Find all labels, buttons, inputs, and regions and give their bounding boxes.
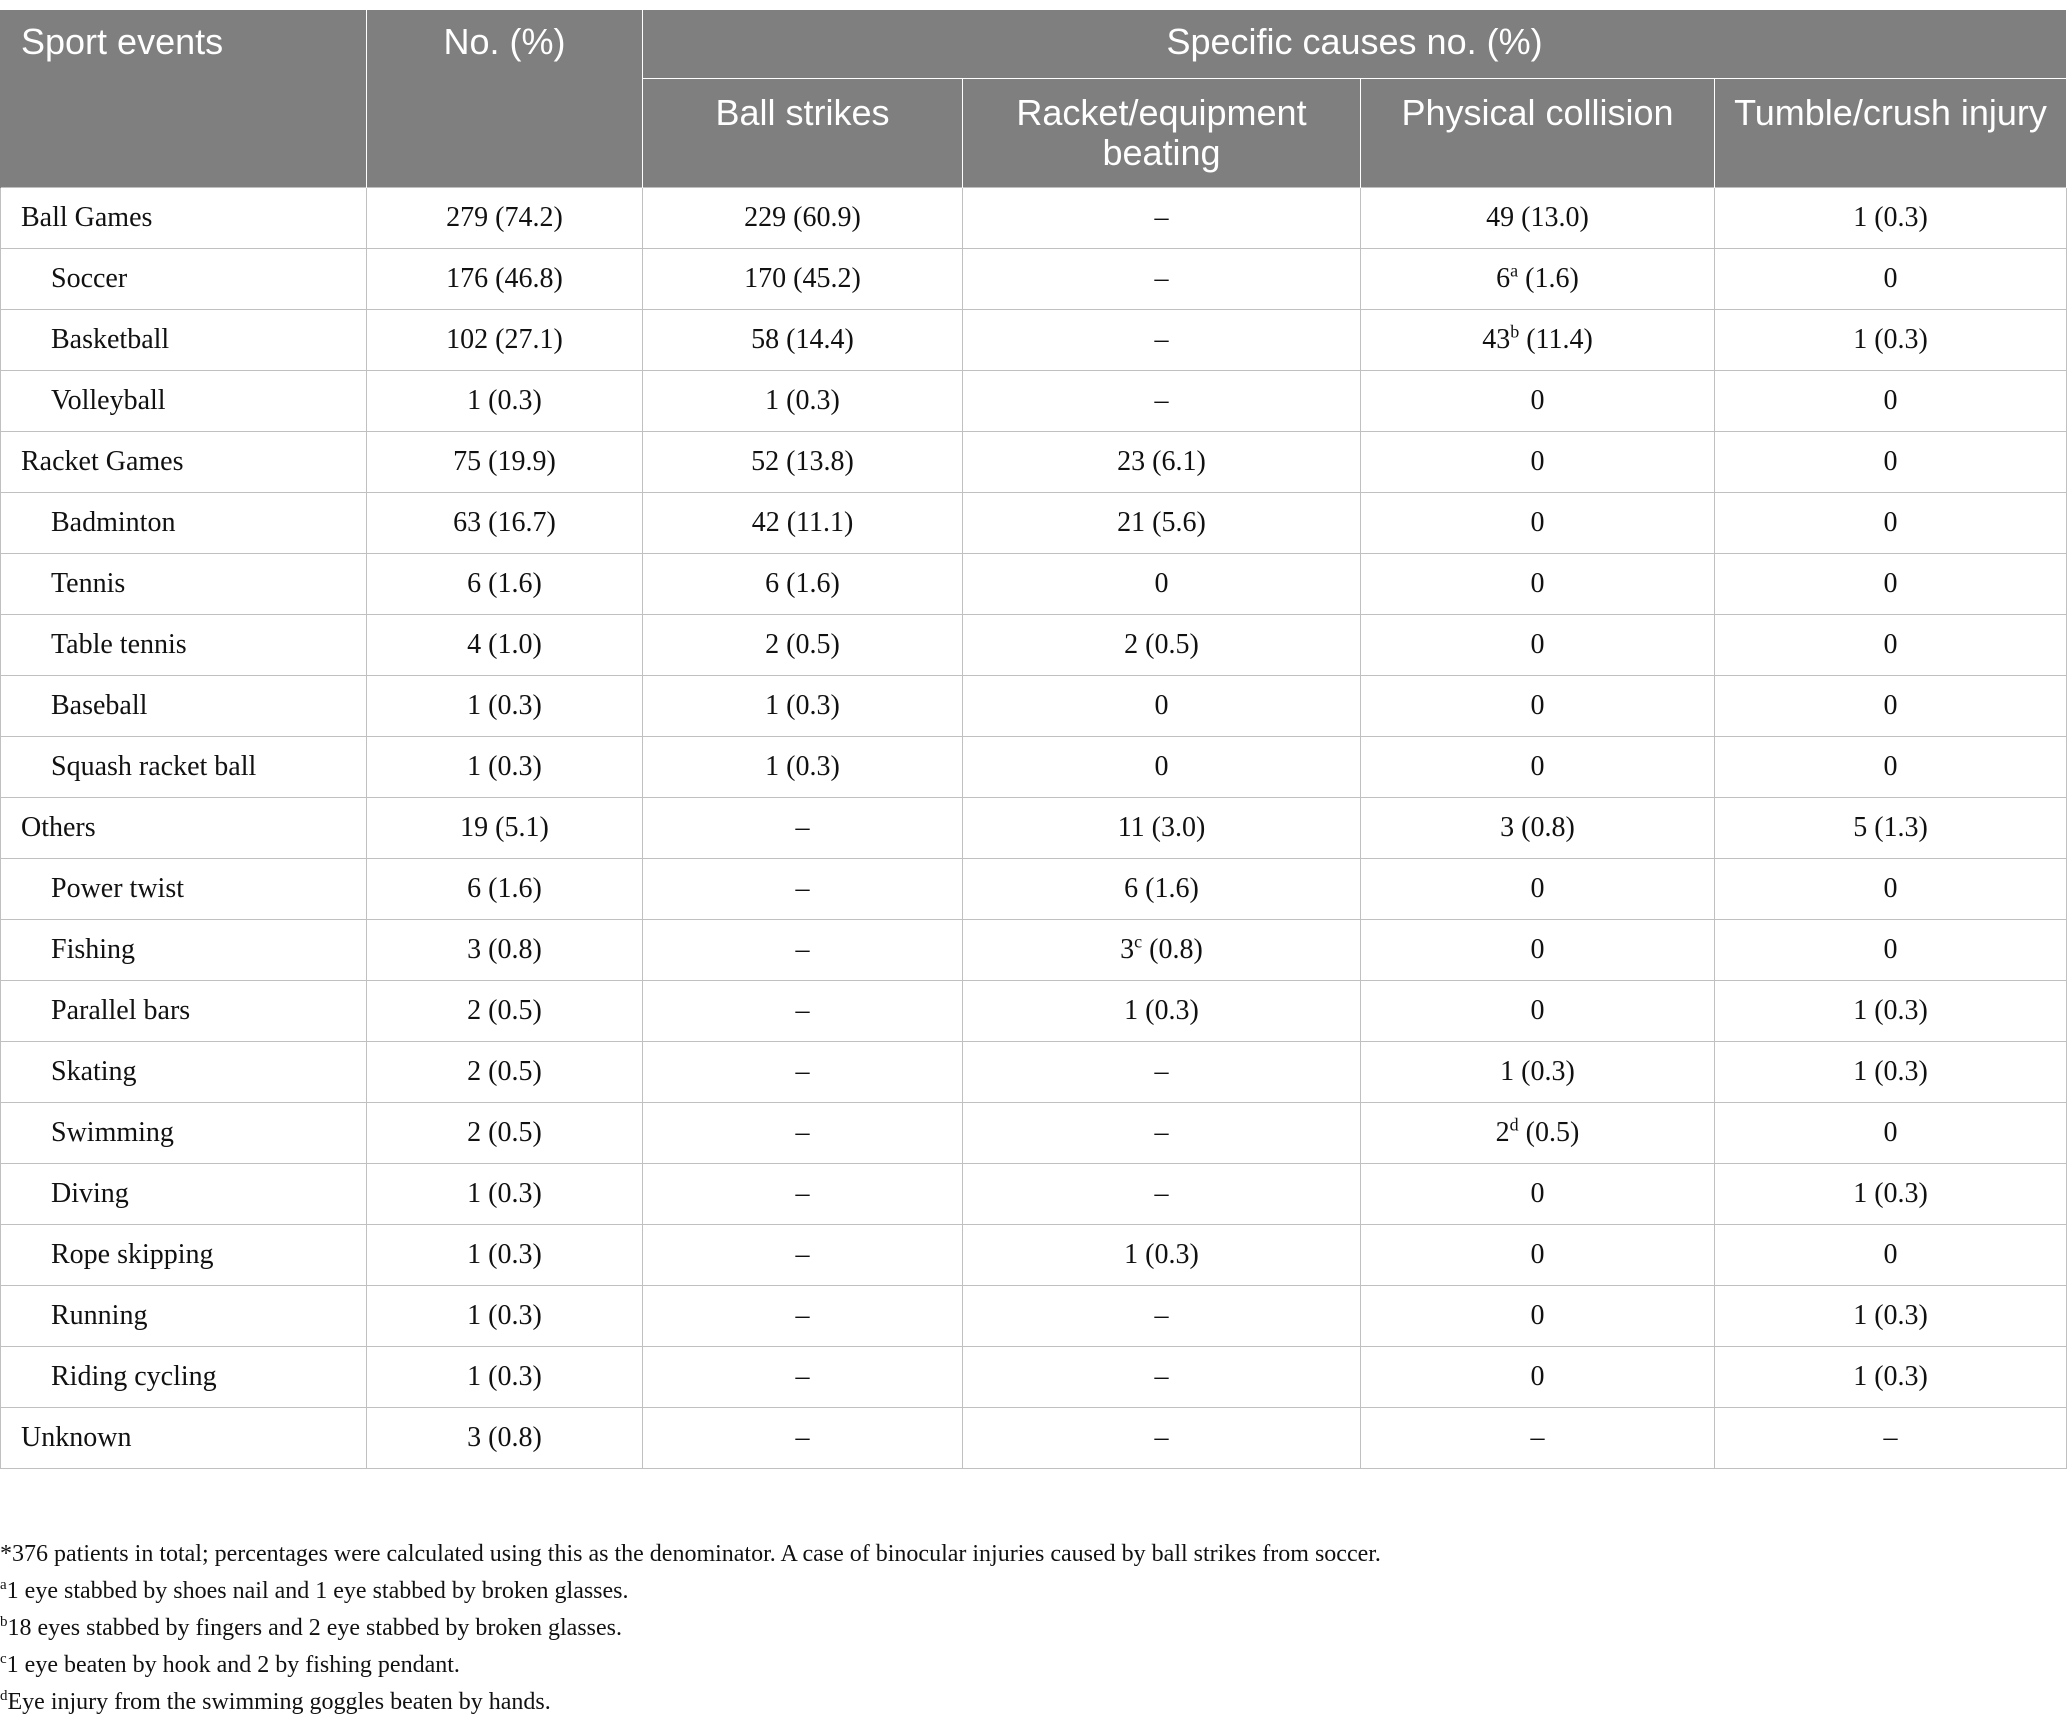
footnotes bbox=[0, 1536, 2060, 1721]
table-row bbox=[1, 1164, 2067, 1225]
cell-racket: – bbox=[963, 249, 1361, 310]
table-row bbox=[1, 249, 2067, 310]
cell-tumble: 1 (0.3) bbox=[1715, 1347, 2067, 1408]
cell-tumble: 1 (0.3) bbox=[1715, 188, 2067, 249]
cell-value: 2 bbox=[1495, 1117, 1510, 1148]
cell-tumble: 0 bbox=[1715, 1103, 2067, 1164]
cell-no: 1 (0.3) bbox=[367, 1286, 643, 1347]
cell-ball: – bbox=[643, 1225, 963, 1286]
header-sport-events: Sport events bbox=[1, 10, 367, 188]
cell-ball: – bbox=[643, 859, 963, 920]
cell-sport-event: Power twist bbox=[1, 859, 367, 920]
footnote-text: 1 eye stabbed by shoes nail and 1 eye stabbed by broken glasses. bbox=[6, 1578, 629, 1604]
cell-physical bbox=[1361, 249, 1715, 310]
cell-value: 3 bbox=[1120, 934, 1135, 965]
cell-no: 4 (1.0) bbox=[367, 615, 643, 676]
cell-no: 1 (0.3) bbox=[367, 1164, 643, 1225]
cell-tumble: 0 bbox=[1715, 432, 2067, 493]
footnote-text: Eye injury from the swimming goggles beaten by hands. bbox=[7, 1689, 551, 1715]
table-row bbox=[1, 676, 2067, 737]
cell-no: 19 (5.1) bbox=[367, 798, 643, 859]
cell-no: 102 (27.1) bbox=[367, 310, 643, 371]
header-racket-equipment: Racket/equipment beating bbox=[963, 79, 1361, 188]
cell-racket: 1 (0.3) bbox=[963, 1225, 1361, 1286]
footnote bbox=[0, 1536, 2060, 1573]
cell-ball: – bbox=[643, 981, 963, 1042]
cell-ball: 52 (13.8) bbox=[643, 432, 963, 493]
cell-ball: – bbox=[643, 920, 963, 981]
cell-sport-event: Rope skipping bbox=[1, 1225, 367, 1286]
cell-racket bbox=[963, 920, 1361, 981]
cell-tumble: 1 (0.3) bbox=[1715, 1286, 2067, 1347]
cell-sport-event: Skating bbox=[1, 1042, 367, 1103]
table-row bbox=[1, 188, 2067, 249]
cell-tumble: 1 (0.3) bbox=[1715, 981, 2067, 1042]
footnote-marker: d bbox=[1509, 1114, 1519, 1135]
cell-tumble: 0 bbox=[1715, 371, 2067, 432]
table-row bbox=[1, 1347, 2067, 1408]
footnote-text: *376 patients in total; percentages were calculated using this as the denominator. A case of binocular injuries caused by ball strikes from soccer. bbox=[0, 1541, 1381, 1567]
cell-racket: 0 bbox=[963, 554, 1361, 615]
cell-sport-event: Running bbox=[1, 1286, 367, 1347]
table-row bbox=[1, 981, 2067, 1042]
cell-racket: – bbox=[963, 1164, 1361, 1225]
cell-sport-event: Table tennis bbox=[1, 615, 367, 676]
cell-no: 6 (1.6) bbox=[367, 554, 643, 615]
cell-physical: 0 bbox=[1361, 981, 1715, 1042]
cell-physical: 0 bbox=[1361, 371, 1715, 432]
cell-sport-event: Soccer bbox=[1, 249, 367, 310]
cell-no: 279 (74.2) bbox=[367, 188, 643, 249]
cell-sport-event: Tennis bbox=[1, 554, 367, 615]
cell-physical: 3 (0.8) bbox=[1361, 798, 1715, 859]
cell-no: 2 (0.5) bbox=[367, 1042, 643, 1103]
cell-percentage: (0.8) bbox=[1142, 934, 1203, 965]
cell-ball: 42 (11.1) bbox=[643, 493, 963, 554]
cell-no: 3 (0.8) bbox=[367, 920, 643, 981]
cell-sport-event: Badminton bbox=[1, 493, 367, 554]
cell-ball: – bbox=[643, 1286, 963, 1347]
sport-injury-table bbox=[0, 10, 2067, 1469]
cell-racket: 0 bbox=[963, 676, 1361, 737]
cell-physical: 0 bbox=[1361, 554, 1715, 615]
cell-no: 1 (0.3) bbox=[367, 371, 643, 432]
cell-no: 2 (0.5) bbox=[367, 1103, 643, 1164]
table-row bbox=[1, 798, 2067, 859]
cell-racket: – bbox=[963, 1347, 1361, 1408]
cell-racket: – bbox=[963, 188, 1361, 249]
cell-physical: 49 (13.0) bbox=[1361, 188, 1715, 249]
table-row bbox=[1, 920, 2067, 981]
cell-racket: 23 (6.1) bbox=[963, 432, 1361, 493]
cell-physical: 0 bbox=[1361, 1347, 1715, 1408]
header-specific-causes: Specific causes no. (%) bbox=[643, 10, 2067, 79]
footnote bbox=[0, 1647, 2060, 1684]
table-header bbox=[1, 10, 2067, 188]
cell-sport-event: Basketball bbox=[1, 310, 367, 371]
cell-racket: 11 (3.0) bbox=[963, 798, 1361, 859]
cell-physical: 0 bbox=[1361, 1225, 1715, 1286]
cell-physical: 0 bbox=[1361, 1286, 1715, 1347]
cell-tumble: 5 (1.3) bbox=[1715, 798, 2067, 859]
cell-ball: 1 (0.3) bbox=[643, 737, 963, 798]
cell-ball: 229 (60.9) bbox=[643, 188, 963, 249]
cell-sport-event: Unknown bbox=[1, 1408, 367, 1469]
cell-physical: 0 bbox=[1361, 493, 1715, 554]
cell-racket: – bbox=[963, 1408, 1361, 1469]
footnote-marker: b bbox=[1510, 321, 1520, 342]
cell-ball: 170 (45.2) bbox=[643, 249, 963, 310]
footnote-marker: a bbox=[0, 1577, 7, 1593]
cell-physical bbox=[1361, 310, 1715, 371]
table-row bbox=[1, 1042, 2067, 1103]
cell-tumble: 0 bbox=[1715, 249, 2067, 310]
cell-tumble: 0 bbox=[1715, 554, 2067, 615]
footnote-text: 18 eyes stabbed by fingers and 2 eye stabbed by broken glasses. bbox=[7, 1615, 623, 1641]
table-row bbox=[1, 371, 2067, 432]
cell-value: 6 bbox=[1496, 263, 1511, 294]
cell-racket: 21 (5.6) bbox=[963, 493, 1361, 554]
footnote bbox=[0, 1684, 2060, 1721]
cell-sport-event: Racket Games bbox=[1, 432, 367, 493]
cell-tumble: – bbox=[1715, 1408, 2067, 1469]
table-body bbox=[1, 188, 2067, 1469]
cell-tumble: 0 bbox=[1715, 493, 2067, 554]
cell-no: 6 (1.6) bbox=[367, 859, 643, 920]
cell-tumble: 0 bbox=[1715, 920, 2067, 981]
cell-ball: 2 (0.5) bbox=[643, 615, 963, 676]
cell-ball: – bbox=[643, 798, 963, 859]
footnote-marker: c bbox=[1134, 931, 1143, 952]
cell-tumble: 0 bbox=[1715, 1225, 2067, 1286]
cell-physical: 0 bbox=[1361, 432, 1715, 493]
cell-ball: – bbox=[643, 1347, 963, 1408]
cell-no: 63 (16.7) bbox=[367, 493, 643, 554]
footnote-marker: d bbox=[0, 1688, 8, 1704]
table-row bbox=[1, 615, 2067, 676]
cell-physical: 0 bbox=[1361, 676, 1715, 737]
cell-percentage: (0.5) bbox=[1518, 1117, 1580, 1148]
cell-sport-event: Others bbox=[1, 798, 367, 859]
cell-racket: – bbox=[963, 371, 1361, 432]
cell-tumble: 1 (0.3) bbox=[1715, 310, 2067, 371]
cell-no: 3 (0.8) bbox=[367, 1408, 643, 1469]
cell-racket: – bbox=[963, 1103, 1361, 1164]
header-tumble-crush: Tumble/crush injury bbox=[1715, 79, 2067, 188]
cell-racket: 6 (1.6) bbox=[963, 859, 1361, 920]
cell-ball: 1 (0.3) bbox=[643, 371, 963, 432]
cell-ball: 6 (1.6) bbox=[643, 554, 963, 615]
cell-no: 1 (0.3) bbox=[367, 1225, 643, 1286]
table-row bbox=[1, 310, 2067, 371]
cell-ball: 58 (14.4) bbox=[643, 310, 963, 371]
cell-physical: 0 bbox=[1361, 859, 1715, 920]
cell-ball: 1 (0.3) bbox=[643, 676, 963, 737]
table-row bbox=[1, 1286, 2067, 1347]
cell-no: 176 (46.8) bbox=[367, 249, 643, 310]
table-row bbox=[1, 1225, 2067, 1286]
cell-racket: – bbox=[963, 310, 1361, 371]
footnote-marker: c bbox=[0, 1651, 7, 1667]
footnote bbox=[0, 1573, 2060, 1610]
cell-no: 1 (0.3) bbox=[367, 676, 643, 737]
cell-sport-event: Swimming bbox=[1, 1103, 367, 1164]
cell-sport-event: Squash racket ball bbox=[1, 737, 367, 798]
cell-sport-event: Volleyball bbox=[1, 371, 367, 432]
footnote-marker: a bbox=[1510, 260, 1519, 281]
cell-racket: 0 bbox=[963, 737, 1361, 798]
cell-racket: – bbox=[963, 1286, 1361, 1347]
cell-tumble: 0 bbox=[1715, 737, 2067, 798]
cell-ball: – bbox=[643, 1164, 963, 1225]
cell-sport-event: Diving bbox=[1, 1164, 367, 1225]
cell-physical bbox=[1361, 1103, 1715, 1164]
cell-ball: – bbox=[643, 1408, 963, 1469]
cell-tumble: 1 (0.3) bbox=[1715, 1164, 2067, 1225]
header-ball-strikes: Ball strikes bbox=[643, 79, 963, 188]
cell-ball: – bbox=[643, 1103, 963, 1164]
footnote bbox=[0, 1610, 2060, 1647]
cell-physical: 0 bbox=[1361, 920, 1715, 981]
cell-tumble: 0 bbox=[1715, 859, 2067, 920]
cell-no: 1 (0.3) bbox=[367, 1347, 643, 1408]
table-row bbox=[1, 432, 2067, 493]
table-row bbox=[1, 1103, 2067, 1164]
cell-no: 1 (0.3) bbox=[367, 737, 643, 798]
cell-physical: 0 bbox=[1361, 615, 1715, 676]
cell-racket: 2 (0.5) bbox=[963, 615, 1361, 676]
table-row bbox=[1, 737, 2067, 798]
cell-racket: 1 (0.3) bbox=[963, 981, 1361, 1042]
cell-sport-event: Parallel bars bbox=[1, 981, 367, 1042]
cell-ball: – bbox=[643, 1042, 963, 1103]
cell-sport-event: Fishing bbox=[1, 920, 367, 981]
table-row bbox=[1, 1408, 2067, 1469]
footnote-text: 1 eye beaten by hook and 2 by fishing pendant. bbox=[6, 1652, 460, 1678]
table-row bbox=[1, 554, 2067, 615]
cell-tumble: 0 bbox=[1715, 676, 2067, 737]
cell-physical: 0 bbox=[1361, 1164, 1715, 1225]
cell-percentage: (11.4) bbox=[1519, 324, 1593, 355]
footnote-marker: b bbox=[0, 1614, 8, 1630]
table-row bbox=[1, 859, 2067, 920]
cell-sport-event: Riding cycling bbox=[1, 1347, 367, 1408]
cell-physical: 1 (0.3) bbox=[1361, 1042, 1715, 1103]
table-row bbox=[1, 493, 2067, 554]
cell-no: 75 (19.9) bbox=[367, 432, 643, 493]
cell-physical: 0 bbox=[1361, 737, 1715, 798]
cell-physical: – bbox=[1361, 1408, 1715, 1469]
cell-tumble: 1 (0.3) bbox=[1715, 1042, 2067, 1103]
header-physical-collision: Physical collision bbox=[1361, 79, 1715, 188]
cell-percentage: (1.6) bbox=[1518, 263, 1579, 294]
cell-racket: – bbox=[963, 1042, 1361, 1103]
cell-sport-event: Ball Games bbox=[1, 188, 367, 249]
cell-sport-event: Baseball bbox=[1, 676, 367, 737]
header-no-pct: No. (%) bbox=[367, 10, 643, 188]
cell-tumble: 0 bbox=[1715, 615, 2067, 676]
cell-value: 43 bbox=[1482, 324, 1511, 355]
cell-no: 2 (0.5) bbox=[367, 981, 643, 1042]
table-container bbox=[0, 10, 2068, 1469]
